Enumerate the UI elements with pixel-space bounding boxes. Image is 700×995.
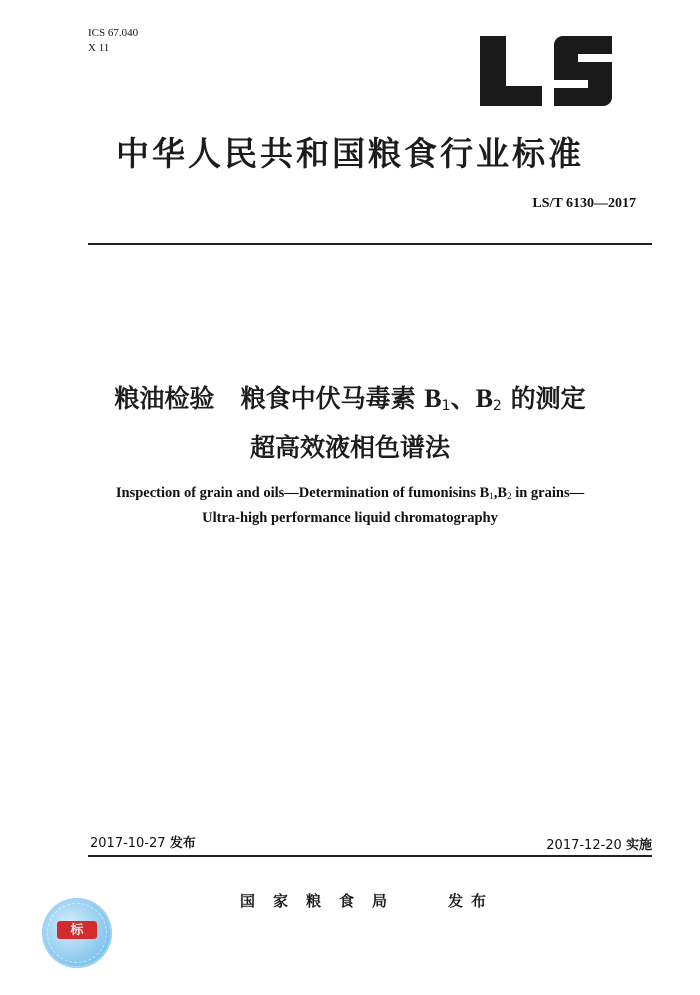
english-title-line2: Ultra-high performance liquid chromatography (202, 510, 498, 526)
issue-date: 2017-10-27 发布 (90, 836, 196, 851)
chinese-title-line2: 超高效液相色谱法 (249, 433, 450, 462)
seal-emblem: 标 (57, 921, 97, 939)
ccs-code: X 11 (88, 42, 110, 54)
english-title (0, 482, 700, 529)
classification-codes (88, 26, 138, 56)
standard-title: 中华人民共和国粮食行业标准 (116, 134, 584, 173)
implementation-date: 2017-12-20 实施 (546, 838, 652, 853)
english-title-line1: Inspection of grain and oils—Determination of fumonisins $B_1,B_2$ in grains— (115, 485, 585, 501)
chinese-title (0, 378, 700, 469)
bottom-divider (88, 855, 652, 857)
chinese-title-line1: 粮油检验 粮食中伏马毒素 $B_1$、$B_2$ 的测定 (114, 384, 586, 414)
issuing-label: 发布 (448, 892, 495, 910)
watermark-seal (42, 898, 112, 968)
ls-logo (476, 36, 616, 106)
top-divider (88, 243, 652, 245)
issuing-authority: 国家粮食局 (240, 892, 406, 910)
standard-number: LS/T 6130—2017 (532, 196, 636, 211)
ics-code: ICS 67.040 (88, 27, 139, 39)
